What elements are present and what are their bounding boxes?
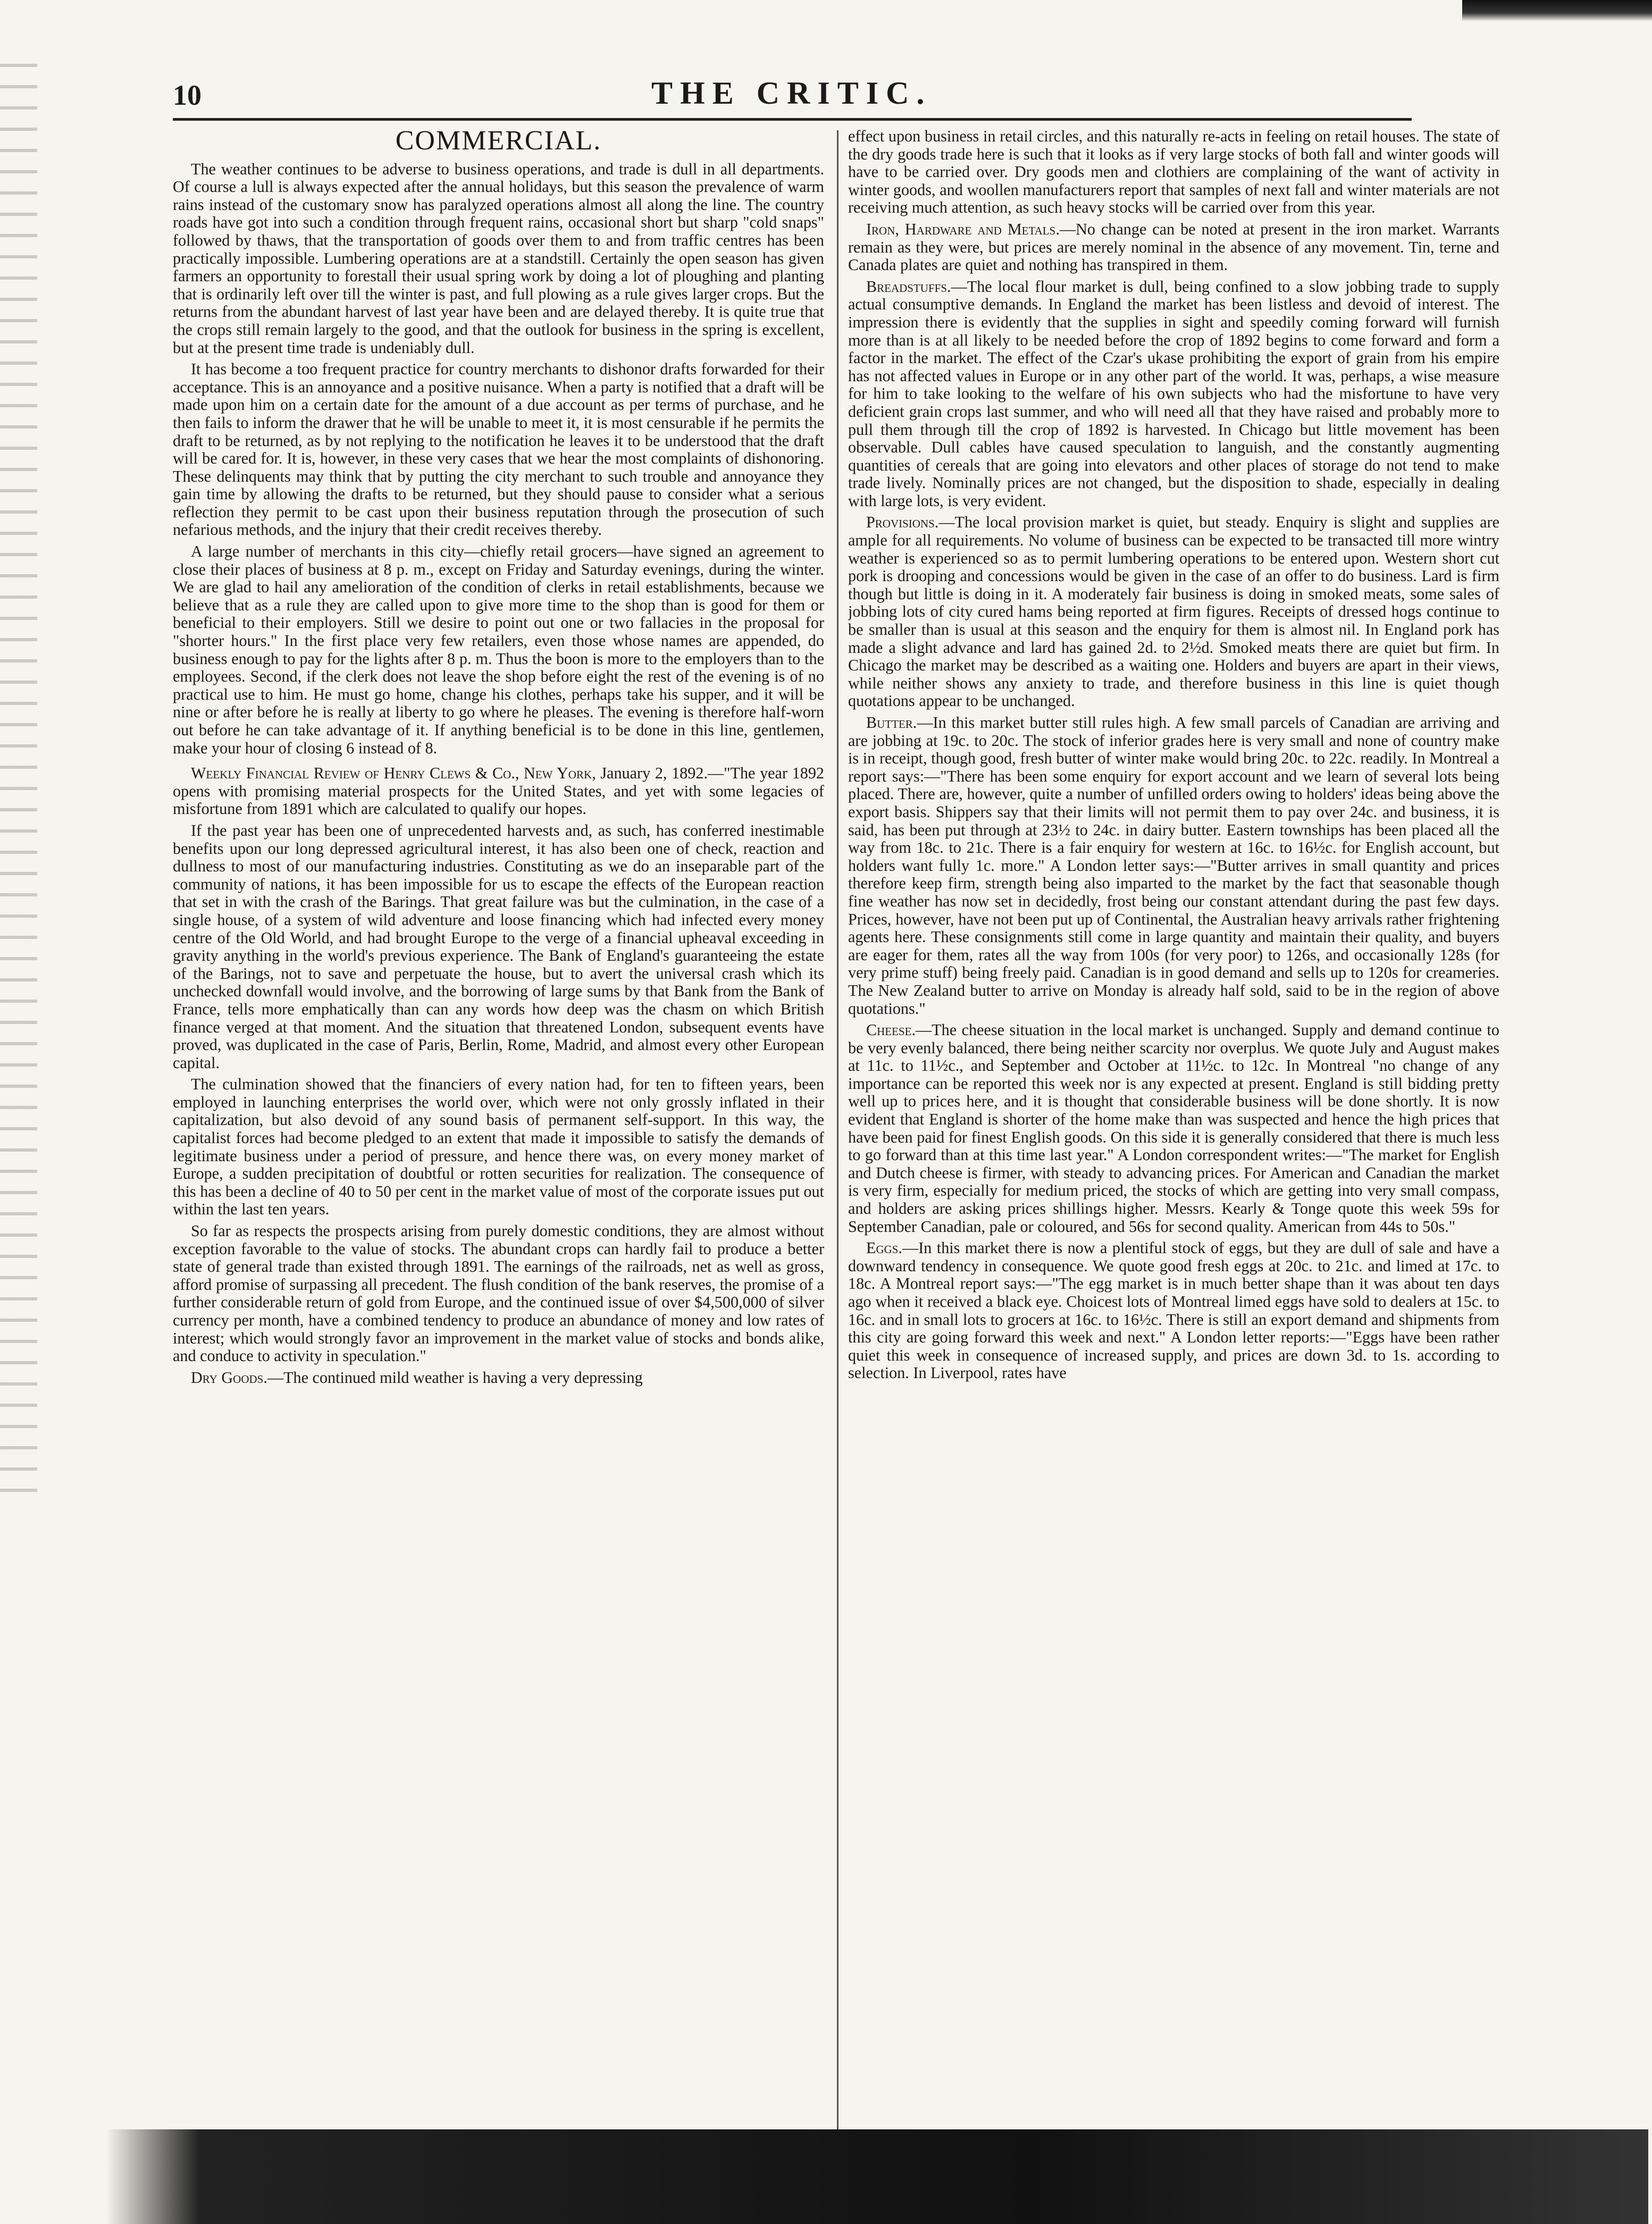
- paragraph: [848, 514, 1499, 710]
- paragraph: A large number of merchants in this city—chiefly retail grocers—have signed an agreement to close their places of business at 8 p. m., except on Friday and Saturday evenings, during the winter. We are glad to hail any amelioration of the condition of clerks in retail establishments, because we believe that as a rule they are called upon to give more time to the shop than is good for them or beneficial to their employers. Still we desire to point out one or two fallacies in the proposal for "shorter hours." In the first place very few retailers, even those whose names are appended, do business enough to pay for the lights after 8 p. m. Thus the boon is more to the employers than to the employees. Second, if the clerk does not leave the shop before eight the rest of the evening is of no practical use to him. He must go home, change his clothes, perhaps take his supper, and it will be nine or after before he is really at liberty to go where he pleases. The evening is therefore half-worn out before he can take advantage of it. If anything beneficial is to be done in this line, gentlemen, make your hour of closing 6 instead of 8.: [173, 542, 824, 757]
- header-rule: [173, 118, 1412, 121]
- paragraph: [173, 765, 824, 818]
- paragraph: [848, 714, 1499, 1018]
- scan-edge-left: [0, 64, 37, 1499]
- paragraph-text: —The cheese situation in the local market is unchanged. Supply and demand continue to be very evenly balanced, there being neither scarcity nor overplus. We quote July and August makes at 11c. to 11½c., and September and October at 11½c. to 12c. In Montreal "no change of any importance can be reported this week nor is any expected at present. England is still bidding pretty well up to prices here, and it is thought that considerable business will be done shortly. It is now evident that England is shorter of the home make than was suspected and hence the high prices that have been paid for finest English goods. On this side it is generally considered that there is much less to go forward than at this time last year." A London correspondent writes:—"The market for English and Dutch cheese is firmer, with steady to advancing prices. For American and Canadian the market is very firm, especially for medium priced, the stocks of which are getting into very small compass, and holders are asking prices shillings higher. Messrs. Kearly & Tonge quote this week 59s for September Canadian, pale or coloured, and 56s for second quality. American from 44s to 50s.": [848, 1021, 1499, 1236]
- section-lead: Eggs.: [866, 1239, 902, 1257]
- paragraph-text: —No change can be noted at present in the iron market. Warrants remain as they were, but prices are merely nominal in the absence of any movement. Tin, terne and Canada plates are quiet and nothing has transpired in them.: [848, 220, 1499, 274]
- right-column: [848, 128, 1499, 2127]
- paragraph: [848, 221, 1499, 274]
- paragraph-text: —The local provision market is quiet, but steady. Enquiry is slight and supplies are ample for all requirements. No volume of business can be expected to be transacted till more wintry weather is experienced so as to permit lumbering operations to be entered upon. Western short cut pork is drooping and concessions would be given in the case of an offer to do business. Lard is firm though but little is doing in it. A moderately fair business is doing in smoked meats, some sales of jobbing lots of city cured hams being reported at firm figures. Receipts of dressed hogs continue to be smaller than is usual at this season and the enquiry for them is almost nil. In England pork has made a slight advance and lard has gained 2d. to 2½d. Smoked meats there are quiet but firm. In Chicago the market may be described as a waiting one. Holders and buyers are apart in their views, while neither shows any anxiety to trade, and therefore business in this line is quiet though quotations appear to be unchanged.: [848, 513, 1499, 710]
- scan-edge-top: [1462, 0, 1652, 21]
- paragraph-text: —The local flour market is dull, being confined to a slow jobbing trade to supply actual consumptive demands. In England the market has been listless and devoid of interest. The impression there is evidently that the supplies in sight and speedily coming forward will furnish more than is at all likely to be needed before the crop of 1892 begins to come forward and form a factor in the market. The effect of the Czar's ukase prohibiting the export of grain from his empire has not affected values in Europe or in any other part of the world. It was, perhaps, a wise measure for him to take looking to the welfare of his own subjects who had the misfortune to have very deficient grain crops last summer, and who will need all that they have raised and probably more to pull them through till the crop of 1892 is harvested. In Chicago but little movement has been observable. Dull cables have caused speculation to languish, and the constantly augmenting quantities of cereals that are going into elevators and other places of storage do not tend to make trade lively. Nominally prices are not changed, but the disposition to shade, especially in dealing with large lots, is very evident.: [848, 277, 1499, 510]
- left-column: [173, 128, 824, 2127]
- page-header: [173, 74, 1412, 112]
- paragraph-text: January 2, 1892.—"The year 1892 opens with promising material prospects for the United States, and yet with some legacies of misfortune from 1891 which are calculated to qualify our hopes.: [173, 764, 824, 818]
- paragraph-text: —In this market there is now a plentiful stock of eggs, but they are dull of sale and have a downward tendency in consequence. We quote good fresh eggs at 20c. to 21c. and limed at 17c. to 18c. A Montreal report says:—"The egg market is in much better shape than it was about ten days ago when it received a black eye. Choicest lots of Montreal limed eggs have sold to dealers at 15c. to 16c. and in small lots to grocers at 16c. to 16½c. There is still an export demand and shipments from this city are going forward this week and next." A London letter reports:—"Eggs have been rather quiet this week in consequence of increased supply, and prices are down 3d. to 1s. according to selection. In Liverpool, rates have: [848, 1239, 1499, 1382]
- paragraph: It has become a too frequent practice for country merchants to dishonor drafts forwarded for their acceptance. This is an annoyance and a positive nuisance. When a party is notified that a draft will be made upon him on a certain date for the amount of a due account as per terms of purchase, and he then fails to inform the drawer that he will be unable to meet it, it is most censurable if he permits the draft to be returned, as by not replying to the notification he leaves it to be understood that the draft will be cared for. It is, however, in these very cases that we hear the most complaints of dishonoring. These delinquents may think that by putting the city merchant to such trouble and annoyance they gain time by allowing the drafts to be returned, but they should pause to consider what a serious reflection they permit to be cast upon their business reputation through the prosecution of such nefarious methods, and the injury that their credit receives thereby.: [173, 360, 824, 539]
- paragraph: [848, 1239, 1499, 1382]
- paragraph-text: —The continued mild weather is having a very depressing: [267, 1368, 643, 1387]
- section-lead: Butter.: [866, 714, 917, 732]
- paragraph: [848, 278, 1499, 510]
- section-lead: Iron, Hardware and Metals.: [866, 220, 1060, 238]
- paragraph: The culmination showed that the financiers of every nation had, for ten to fifteen years, been employed in launching enterprises the world over, which were not only grossly inflated in their capitalization, but also devoid of any sound basis of permanent self-support. In this way, the capitalist forces had become pledged to an extent that made it impossible to satisfy the demands of legitimate business under a period of pressure, and hence there was, on every money market of Europe, a sudden precipitation of doubtful or rotten securities for realization. The consequence of this has been a decline of 40 to 50 per cent in the market value of most of the corporate issues put out within the last ten years.: [173, 1075, 824, 1219]
- paragraph-text: —In this market butter still rules high. A few small parcels of Canadian are arriving and are jobbing at 19c. to 20c. The stock of inferior grades here is very small and none of country make is in receipt, though good, fresh butter of winter make would bring 20c. to 22c. readily. In Montreal a report says:—"There has been some enquiry for export account and we learn of several lots being placed. There are, however, quite a number of unfilled orders owing to holders' ideas being above the export basis. Shippers say that their limits will not permit them to pay over 24c. and business, it is said, has been put through at 23½ to 24c. in dairy butter. Eastern townships has been placed all the way from 18c. to 21c. There is a fair enquiry for western at 16c. to 16½c. for English account, but holders want fully 1c. more." A London letter says:—"Butter arrives in small quantity and prices therefore keep firm, strength being also imparted to the market by the fact that seasonable though fine weather has now set in decidedly, frost being our constant attendant during the past few days. Prices, however, have not been put up of Continental, the Australian heavy arrivals rather frightening agents here. These consignments still come in large quantity and maintain their quality, and buyers are eager for them, rates all the way from 100s (for very poor) to 126s, and occasionally 128s (for very prime stuff) being freely paid. Canadian is in good demand and sells up to 120s for creameries. The New Zealand butter to arrive on Monday is already half sold, said to be in the region of above quotations.": [848, 714, 1499, 1018]
- section-lead: Breadstuffs.: [866, 277, 951, 296]
- paragraph: [848, 1021, 1499, 1236]
- section-lead: Dry Goods.: [191, 1368, 267, 1387]
- section-title: COMMERCIAL.: [395, 128, 602, 156]
- paragraph: So far as respects the prospects arising from purely domestic conditions, they are almost without exception favorable to the value of stocks. The abundant crops can hardly fail to produce a better state of general trade than existed through 1891. The earnings of the railroads, net as well as gross, afford promise of surpassing all precedent. The flush condition of the bank reserves, the promise of a further considerable return of gold from Europe, and the continued issue of over $4,500,000 of silver currency per month, have a combined tendency to produce an abundance of money and low rates of interest; which would strongly favor an improvement in the market value of stocks and bonds alike, and conduce to activity in speculation.": [173, 1222, 824, 1365]
- page-number: 10: [173, 79, 202, 111]
- column-divider: [837, 130, 838, 2129]
- paragraph: effect upon business in retail circles, and this naturally re-acts in feeling on retail houses. The state of the dry goods trade here is such that it looks as if very large stocks of both fall and winter goods will have to be carried over. Dry goods men and clothiers are complaining of the want of activity in winter goods, and woollen manufacturers report that samples of next fall and winter materials are not receiving much attention, as such heavy stocks will be carried over from this year.: [848, 128, 1499, 217]
- paragraph: The weather continues to be adverse to business operations, and trade is dull in all departments. Of course a lull is always expected after the annual holidays, but this season the prevalence of warm rains instead of the customary snow has paralyzed operations almost all along the line. The country roads have got into such a condition through frequent rains, occasional short but sharp "cold snaps" followed by thaws, that the transportation of goods over them to and from traffic centres has been practically impossible. Lumbering operations are at a standstill. Certainly the open season has given farmers an opportunity to forestall their usual spring work by doing a lot of ploughing and planting that is ordinarily left over till the winter is past, and full plowing as a rule gives larger crops. But the returns from the abundant harvest of last year have been and are delayed thereby. It is quite true that the crops still remain largely to the good, and that the outlook for business in the spring is excellent, but at the present time trade is undeniably dull.: [173, 160, 824, 357]
- paragraph: If the past year has been one of unprecedented harvests and, as such, has conferred inestimable benefits upon our long depressed agricultural interest, it has also been one of check, reaction and dullness to most of our manufacturing industries. Constituting as we do an inseparable part of the community of nations, it has been impossible for us to escape the effects of the European reaction that set in with the crash of the Barings. That great failure was but the culmination, in the case of a single house, of a system of wild adventure and loose financing which had infected every money centre of the Old World, and had brought Europe to the verge of a financial upheaval exceeding in gravity anything in the world's previous experience. The Bank of England's guaranteeing the estate of the Barings, not to save and perpetuate the house, but to avert the universal crash which its unchecked downfall would involve, and the borrowing of large sums by that Bank from the Bank of France, tells more emphatically than can any words how deep was the chasm on which British finance verged at that moment. And the situation that threatened London, subsequent events have proved, was duplicated in the case of Paris, Berlin, Rome, Madrid, and almost every other European capital.: [173, 821, 824, 1072]
- scan-edge-bottom: [106, 2129, 1648, 2224]
- article-lead: Weekly Financial Review of Henry Clews & Co., New York,: [191, 764, 596, 783]
- paragraph: [173, 1369, 824, 1387]
- masthead: THE CRITIC.: [651, 75, 932, 111]
- section-lead: Provisions.: [866, 513, 939, 532]
- section-lead: Cheese.: [866, 1021, 916, 1039]
